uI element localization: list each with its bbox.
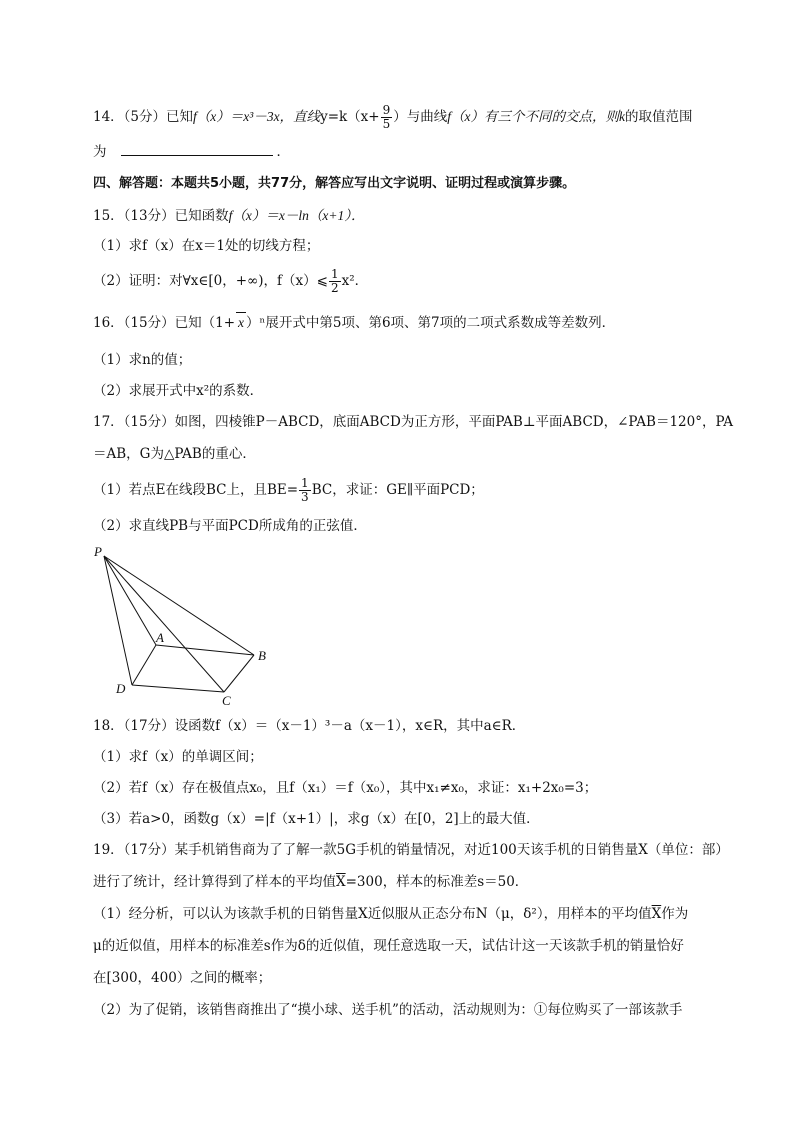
q14-period: ． [276,144,290,160]
q15-p2-ineq: f（x）⩽ [277,273,328,289]
q14-text-f: k [619,109,625,124]
label-C: C [222,693,231,708]
q14-text-g: 的取值范围 [625,109,693,125]
q19-l2-text: 进行了统计，经计算得到了样本的平均值 [93,874,336,890]
q17-p1-be: BE= [266,482,299,498]
q19-stem-line2 [93,872,528,892]
q17-p1-tail: BC，求证：GE∥平面PCD； [311,482,484,498]
q16-part2: （2）求展开式中x²的系数． [93,383,264,399]
edge-PD [104,556,132,685]
q14-line1 [93,104,693,131]
edge-PA [104,556,156,645]
q19-l2-tail: =300，样本的标准差s＝50． [345,874,529,890]
q17-part2: （2）求直线PB与平面PCD所成角的正弦值． [93,518,367,534]
q15-part2 [93,268,368,295]
q19-part1-line2: μ的近似值，用样本的标准差s作为δ的近似值，现任意选取一天，试估计这一天该款手机的销量恰好 [93,938,684,954]
q16-text-a: 16．（15分）已知 [93,315,202,331]
q17-p1-text: （1）若点E在线段BC上，且 [93,482,267,498]
q14-text-a: 14．（5分）已知 [93,109,194,125]
q17-frac-num: 1 [301,476,309,490]
q18-part3: （3）若a>0，函数g（x）=|f（x+1）|，求g（x）在[0，2]上的最大值． [93,811,540,827]
edge-AB [156,645,254,655]
q18-stem: 18．（17分）设函数f（x）＝（x－1）³－a（x－1），x∈R，其中a∈R． [93,718,526,734]
q19-xbar: $\overline{X}$ [336,874,346,890]
section4-heading: 四、解答题：本题共5小题，共77分，解答应写出文字说明、证明过程或演算步骤。 [93,176,576,191]
q14-text-wei: 为 [93,144,107,160]
edge-PB [104,556,254,655]
q17-frac-den: 3 [301,490,309,504]
q17-fraction [299,477,311,504]
q19-part1-line1 [93,904,688,924]
q19-part1-line3: 在[300，400）之间的概率； [93,970,272,986]
q15-frac-den: 2 [330,281,339,295]
q19-part2: （2）为了促销，该销售商推出了“摸小球、送手机”的活动，活动规则为：①每位购买了一部该款手 [93,1002,683,1018]
label-A: A [156,630,164,645]
q16-text-c: ）ⁿ展开式中第5项、第6项、第7项的二项式系数成等差数列． [246,315,616,331]
q18-part2: （2）若f（x）存在极值点x₀，且f（x₁）＝f（x₀），其中x₁≠x₀，求证：x₁+2x₀=3； [93,780,598,796]
pyramid-figure [86,540,286,710]
q16-stem [93,312,615,333]
q15-text: 15．（13分）已知函数 [93,208,229,224]
label-B: B [258,648,266,663]
q19-stem-line1: 19．（17分）某手机销售商为了了解一款5G手机的销量情况，对近100天该手机的日销售量X（单位：部） [93,842,729,858]
q18-part1: （1）求f（x）的单调区间； [93,749,263,765]
q19-p1-tail: 作为 [661,906,689,922]
label-P: P [94,544,102,559]
q14-text-b: f（x）＝x³－3x，直线 [193,109,321,124]
q19-p1-xbar: $\overline{X}$ [651,906,662,922]
label-D: D [116,681,126,696]
edge-PC [104,556,224,692]
q16-part1: （1）求n的值； [93,352,192,368]
q14-text-c: y=k（x+ [320,109,380,125]
q19-p1-text: （1）经分析，可以认为该款手机的日销售量X近似服从正态分布N（μ，δ²），用样本的平均值 [93,906,652,922]
edge-DA [132,645,156,685]
edge-DC [132,685,224,692]
q17-stem-line1: 17．（15分）如图，四棱锥P－ABCD，底面ABCD为正方形，平面PAB⊥平面ABCD，∠PAB＝120°，PA [93,414,734,430]
q15-p2-text: （2）证明：对∀x∈[0，+∞)， [93,273,278,289]
edge-CB [224,655,254,692]
q15-p2-tail: x²． [341,273,369,289]
q15-stem [93,206,364,226]
q14-text-e: f（x）有三个不同的交点，则 [447,109,619,124]
q17-part1 [93,477,484,504]
q16-sqrt: x [236,312,246,333]
q17-stem-line2: ＝AB，G为△PAB的重心． [93,446,256,462]
q15-frac-num: 1 [330,267,339,281]
q14-frac-den: 5 [382,117,391,131]
q14-answer-blank[interactable] [121,143,273,156]
q16-paren: （1+ [201,315,236,331]
q14-text-d: ）与曲线 [393,109,448,125]
q14-fraction [381,104,393,131]
q15-fraction [329,268,341,295]
q15-function: f（x）＝x－ln（x+1）． [228,208,365,223]
q14-line2 [93,142,290,162]
q15-part1: （1）求f（x）在x＝1处的切线方程； [93,238,320,254]
q14-frac-num: 9 [382,103,391,117]
